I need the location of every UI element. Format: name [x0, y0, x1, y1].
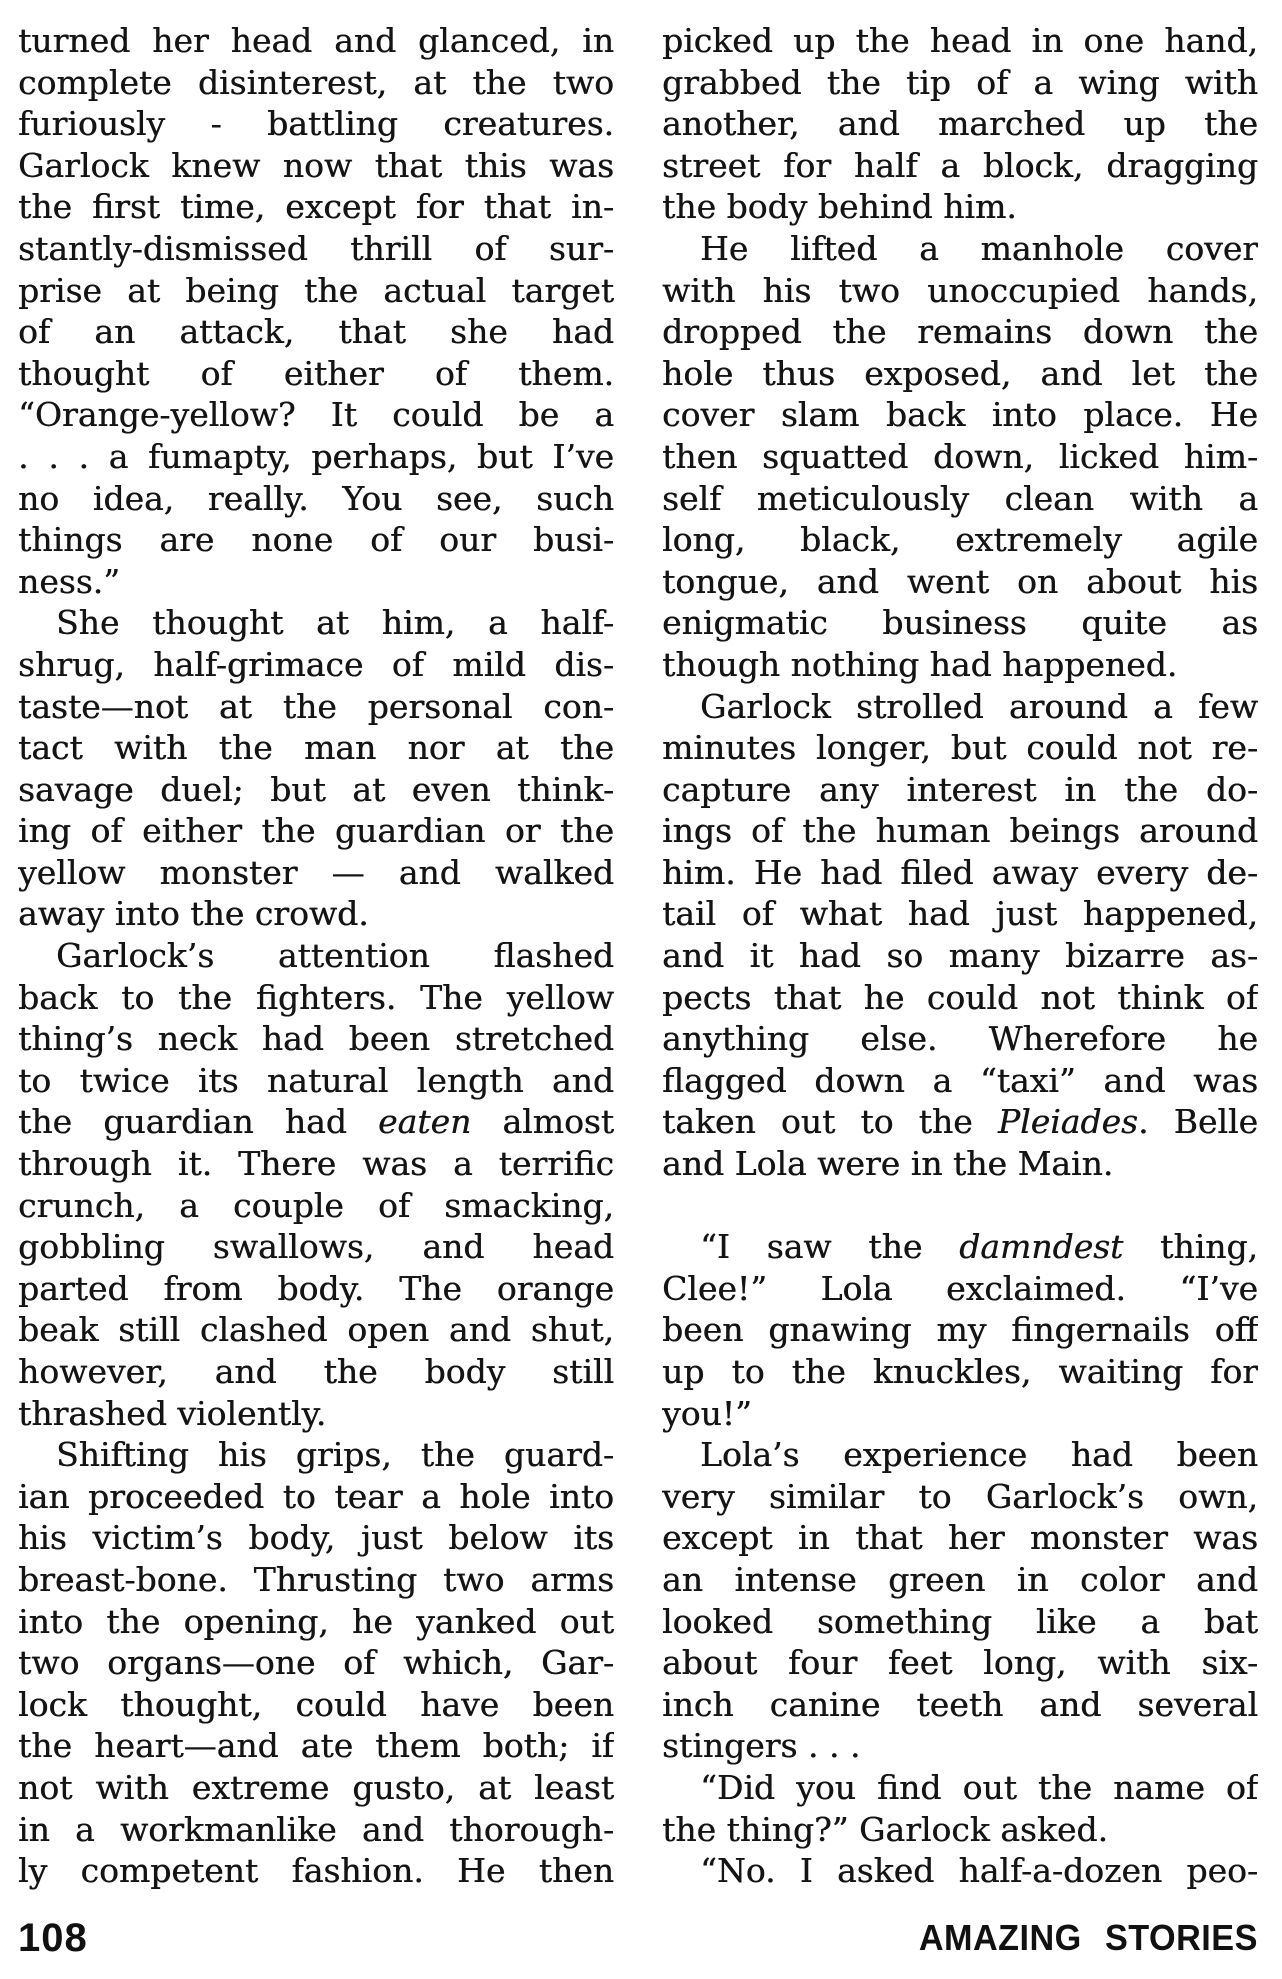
text-line: capture any interest in the do- [662, 769, 1258, 809]
text-line: then squatted down, licked him- [662, 436, 1258, 476]
text-line: thought of either of them. [18, 353, 614, 393]
text-line: tact with the man nor at the [18, 728, 614, 768]
text-line: flagged down a “taxi” and was [662, 1060, 1258, 1100]
text-line: thing’s neck had been stretched [18, 1019, 614, 1059]
text-line: furiously - battling creatures. [18, 104, 614, 144]
text-line: with his two unoccupied hands, [662, 270, 1258, 310]
text-line: cover slam back into place. He [662, 395, 1258, 435]
text-line: taken out to the Pleiades. Belle [662, 1102, 1258, 1142]
text-line: an intense green in color and [662, 1559, 1258, 1599]
text-line: Garlock’s attention flashed [56, 936, 614, 976]
text-line: complete disinterest, at the two [18, 62, 614, 102]
text-line: except in that her monster was [662, 1518, 1258, 1558]
text-line: yellow monster — and walked [18, 852, 614, 892]
text-line: ian proceeded to tear a hole into [18, 1476, 614, 1516]
text-line: however, and the body still [18, 1352, 614, 1391]
text-line: things are none of our busi- [18, 520, 614, 560]
text-line: “Orange-yellow? It could be a [18, 395, 614, 435]
text-line: the body behind him. [662, 187, 1017, 227]
text-line: street for half a block, dragging [662, 145, 1258, 185]
text-line: in a workmanlike and thorough- [18, 1809, 614, 1849]
text-line: his victim’s body, just below its [18, 1518, 614, 1558]
text-line: the heart—and ate them both; if [18, 1726, 614, 1766]
text-line: up to the knuckles, waiting for [662, 1352, 1258, 1391]
text-line: two organs—one of which, Gar- [18, 1643, 614, 1683]
text-line: another, and marched up the [662, 104, 1258, 144]
text-line: away into the crowd. [18, 894, 369, 934]
text-line: gobbling swallows, and head [18, 1227, 614, 1267]
text-line: tongue, and went on about his [662, 561, 1258, 601]
text-line: lock thought, could have been [18, 1684, 614, 1724]
magazine-title: AMAZING STORIES [918, 1917, 1258, 1959]
text-line: prise at being the actual target [18, 270, 614, 310]
text-line: dropped the remains down the [662, 312, 1258, 352]
text-line: ing of either the guardian or the [18, 811, 614, 851]
text-line: parted from body. The orange [18, 1268, 614, 1308]
text-line: looked something like a bat [662, 1601, 1258, 1641]
text-line: not with extreme gusto, at least [18, 1767, 614, 1807]
text-line: “Did you find out the name of [700, 1767, 1258, 1807]
text-line: him. He had filed away every de- [662, 852, 1258, 892]
text-line: pects that he could not think of [662, 977, 1258, 1017]
text-line: . . . a fumapty, perhaps, but I’ve [18, 436, 614, 476]
page-footer [18, 1916, 1258, 1961]
text-line: into the opening, he yanked out [18, 1601, 614, 1641]
text-line: you!” [662, 1393, 752, 1433]
text-line: self meticulously clean with a [662, 478, 1258, 518]
text-line: minutes longer, but could not re- [662, 728, 1258, 768]
text-line: tail of what had just happened, [662, 894, 1258, 934]
text-line: and it had so many bizarre as- [662, 936, 1258, 976]
text-line: hole thus exposed, and let the [662, 353, 1258, 393]
text-line: thrashed violently. [18, 1393, 327, 1433]
text-line: ings of the human beings around [662, 811, 1258, 851]
text-line: Garlock knew now that this was [18, 145, 614, 185]
text-line: turned her head and glanced, in [18, 21, 614, 60]
text-line: long, black, extremely agile [662, 520, 1258, 560]
text-columns [18, 20, 1258, 1892]
section-break [662, 1185, 1258, 1227]
text-line: picked up the head in one hand, [662, 21, 1258, 60]
text-line: “No. I asked half-a-dozen peo- [700, 1851, 1258, 1891]
text-line: though nothing had happened. [662, 644, 1178, 684]
text-line: very similar to Garlock’s own, [662, 1476, 1258, 1516]
text-line: Lola’s experience had been [700, 1435, 1258, 1475]
text-line: shrug, half-grimace of mild dis- [18, 644, 614, 684]
text-line: the guardian had eaten almost [18, 1102, 614, 1142]
text-line: inch canine teeth and several [662, 1684, 1258, 1724]
text-line: He lifted a manhole cover [700, 228, 1258, 268]
text-line: savage duel; but at even think- [18, 769, 614, 809]
text-line: and Lola were in the Main. [662, 1144, 1114, 1184]
text-line: no idea, really. You see, such [18, 478, 614, 518]
text-line: She thought at him, a half- [56, 603, 614, 643]
text-line: of an attack, that she had [18, 312, 614, 352]
text-line: to twice its natural length and [18, 1060, 614, 1100]
text-line: the thing?” Garlock asked. [662, 1809, 1108, 1849]
text-line: taste—not at the personal con- [18, 686, 614, 726]
text-line: stingers . . . [662, 1726, 861, 1766]
text-line: Garlock strolled around a few [700, 686, 1258, 726]
text-line: enigmatic business quite as [662, 603, 1258, 643]
text-line: crunch, a couple of smacking, [18, 1185, 614, 1225]
text-line: been gnawing my fingernails off [662, 1310, 1258, 1350]
text-line: ly competent fashion. He then [18, 1851, 614, 1891]
text-line: anything else. Wherefore he [662, 1019, 1258, 1059]
text-line: “I saw the damndest thing, [700, 1227, 1258, 1267]
text-column-left [18, 20, 614, 1892]
page-number: 108 [18, 1915, 88, 1960]
text-column-right [662, 20, 1258, 1892]
text-line: beak still clashed open and shut, [18, 1310, 614, 1350]
text-line: stantly-dismissed thrill of sur- [18, 228, 614, 268]
text-line: grabbed the tip of a wing with [662, 62, 1258, 102]
text-line: back to the fighters. The yellow [18, 977, 614, 1017]
text-line: the first time, except for that in- [18, 187, 614, 227]
text-line: Shifting his grips, the guard- [56, 1435, 614, 1475]
text-line: breast-bone. Thrusting two arms [18, 1559, 614, 1599]
text-line: about four feet long, with six- [662, 1643, 1258, 1683]
text-line: Clee!” Lola exclaimed. “I’ve [662, 1268, 1258, 1308]
text-line: through it. There was a terrific [18, 1144, 614, 1184]
text-line: ness.” [18, 561, 121, 601]
